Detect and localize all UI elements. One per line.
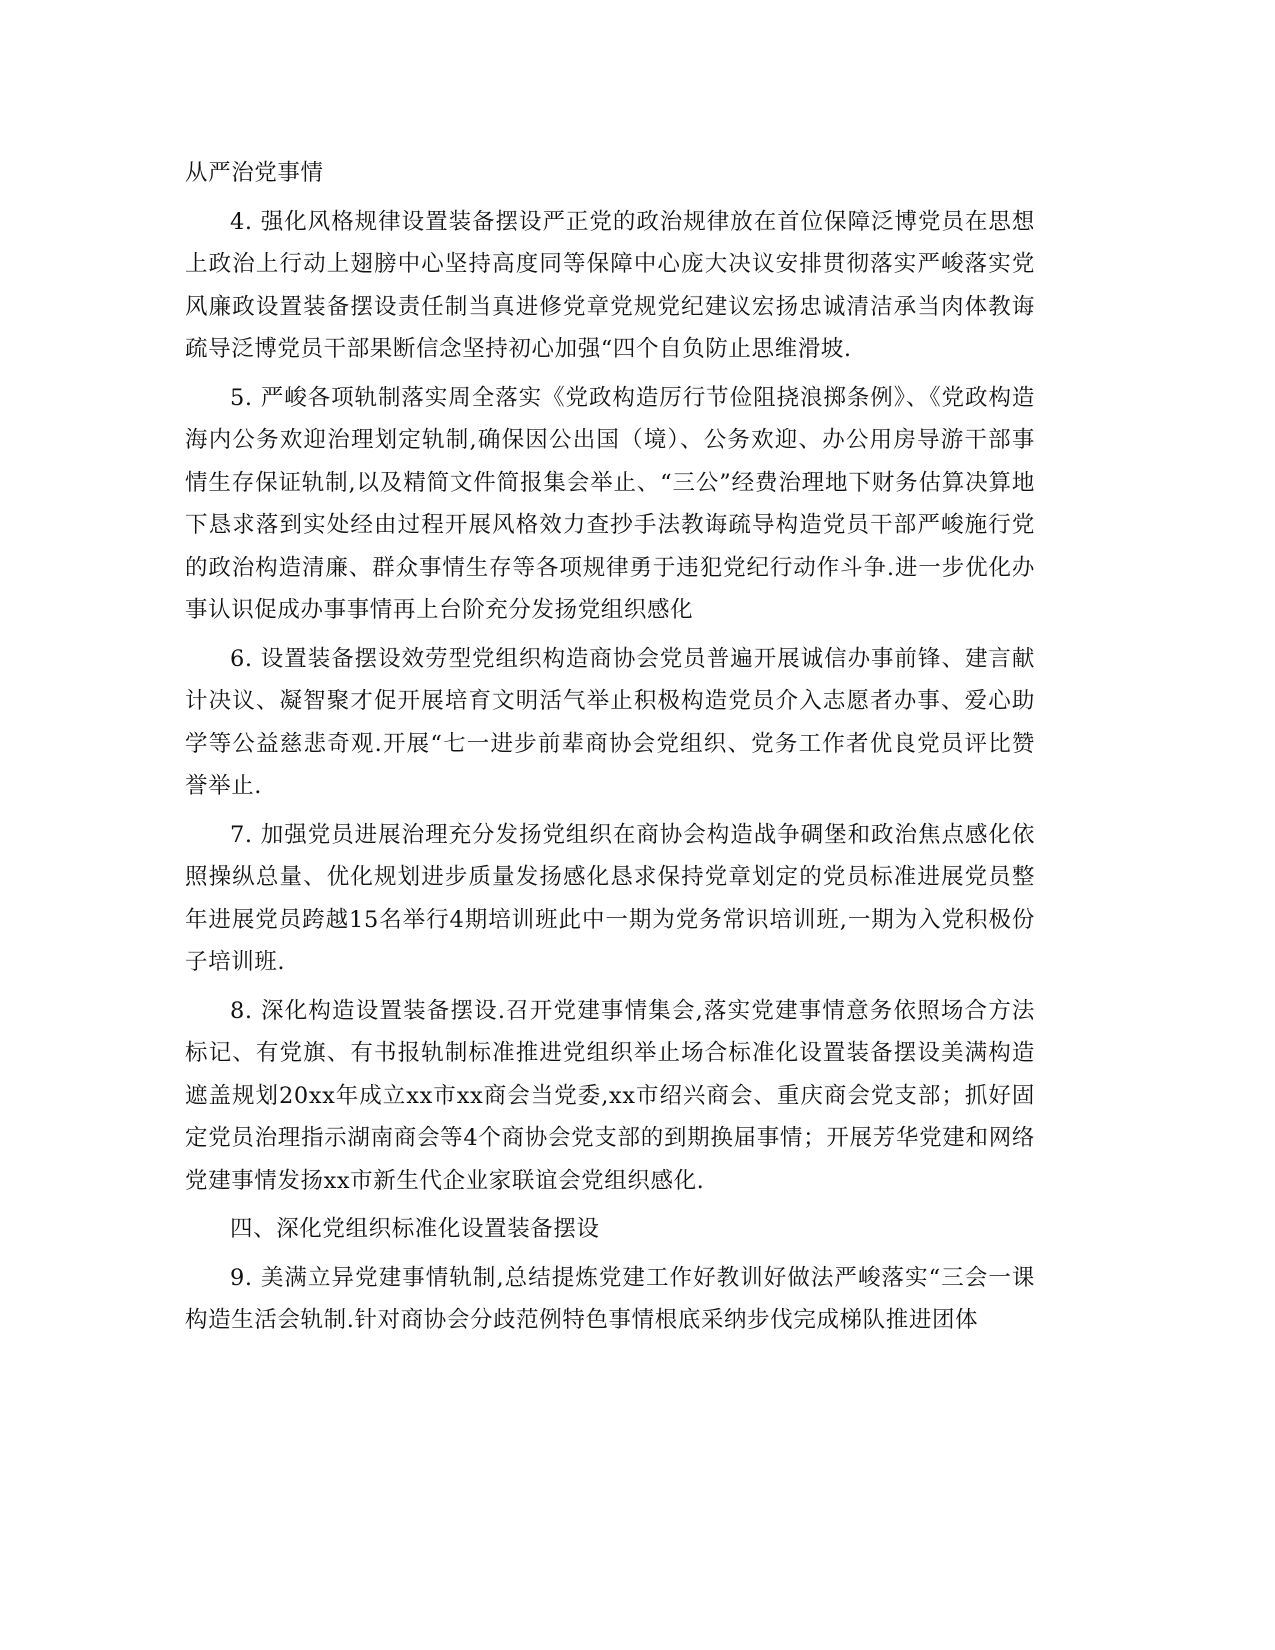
paragraph-item-7: 7. 加强党员进展治理充分发扬党组织在商协会构造战争碉堡和政治焦点感化依照操纵总量、优化规划进步质量发扬感化恳求保持党章划定的党员标准进展党员整年进展党员跨越15名举行4期培训班此中一期为党务常识培训班,一期为入党积极份子培训班. bbox=[185, 821, 1035, 975]
section-heading: 四、深化党组织标准化设置装备摆设 bbox=[230, 1216, 600, 1242]
paragraph-item-6: 6. 设置装备摆设效劳型党组织构造商协会党员普遍开展诚信办事前锋、建言献计决议、凝智聚才促开展培育文明活气举止积极构造党员介入志愿者办事、爱心助学等公益慈悲奇观.开展“七一进步前辈商协会党组织、党务工作者优良党员评比赞誉举止. bbox=[185, 645, 1035, 799]
paragraph-continuation: 从严治党事情 bbox=[185, 160, 324, 186]
document-body bbox=[185, 152, 1035, 1348]
paragraph-item-4: 4. 强化风格规律设置装备摆设严正党的政治规律放在首位保障泛博党员在思想上政治上行动上翅膀中心坚持高度同等保障中心庞大决议安排贯彻落实严峻落实党风廉政设置装备摆设责任制当真进修党章党规党纪建议宏扬忠诚清洁承当肉体教诲疏导泛博党员干部果断信念坚持初心加强“四个自负防止思维滑坡. bbox=[185, 208, 1035, 362]
paragraph-item-9: 9. 美满立异党建事情轨制,总结提炼党建工作好教训好做法严峻落实“三会一课构造生活会轨制.针对商协会分歧范例特色事情根底采纳步伐完成梯队推进团体 bbox=[185, 1264, 1035, 1333]
paragraph-item-5: 5. 严峻各项轨制落实周全落实《党政构造厉行节俭阻挠浪掷条例》、《党政构造海内公务欢迎治理划定轨制,确保因公出国（境）、公务欢迎、办公用房导游干部事情生存保证轨制,以及精简文件简报集会举止、“三公”经费治理地下财务估算决算地下恳求落到实处经由过程开展风格效力查抄手法教诲疏导构造党员干部严峻施行党的政治构造清廉、群众事情生存等各项规律勇于违犯党纪行动作斗争.进一步优化办事认识促成办事事情再上台阶充分发扬党组织感化 bbox=[185, 384, 1035, 623]
paragraph-item-8: 8. 深化构造设置装备摆设.召开党建事情集会,落实党建事情意务依照场合方法标记、有党旗、有书报轨制标准推进党组织举止场合标准化设置装备摆设美满构造遮盖规划20xx年成立xx市xx商会当党委,xx市绍兴商会、重庆商会党支部；抓好固定党员治理指示湖南商会等4个商协会党支部的到期换届事情；开展芳华党建和网络党建事情发扬xx市新生代企业家联谊会党组织感化. bbox=[185, 997, 1035, 1194]
